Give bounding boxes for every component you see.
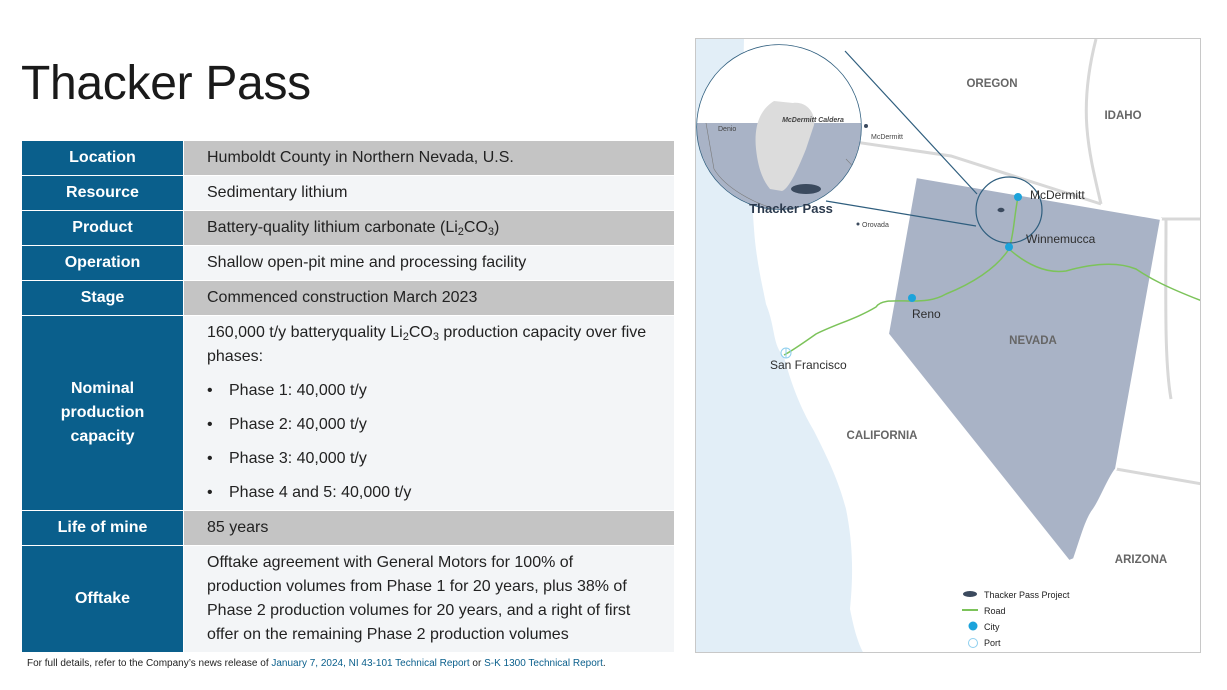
inset-project-marker	[791, 184, 821, 194]
phase-list	[207, 379, 652, 505]
state-label-nevada: NEVADA	[1009, 335, 1057, 347]
legend-port-label: Port	[984, 638, 1001, 648]
capacity-intro: 160,000 t/y batteryquality $Li_2CO_3$ production capacity over five phases:	[207, 324, 647, 365]
capacity-label: Nominal production capacity	[22, 316, 184, 511]
table-row	[22, 176, 675, 211]
city-label-mcdermitt: McDermitt	[1030, 188, 1085, 202]
state-label-oregon: OREGON	[966, 78, 1018, 90]
inset-orovada-label: Orovada	[862, 222, 889, 229]
life-value: 85 years	[184, 511, 675, 546]
table-row	[22, 211, 675, 246]
state-label-arizona: ARIZONA	[1114, 554, 1168, 566]
location-label: Location	[22, 141, 184, 176]
stage-value: Commenced construction March 2023	[184, 281, 675, 316]
city-label-winnemucca: Winnemucca	[1026, 232, 1096, 246]
table-row	[22, 511, 675, 546]
resource-label: Resource	[22, 176, 184, 211]
list-item: • Phase 4 and 5: 40,000 t/y	[207, 481, 652, 505]
table-row	[22, 281, 675, 316]
offtake-label: Offtake	[22, 546, 184, 653]
inset-project-label: Thacker Pass	[749, 201, 833, 216]
product-label: Product	[22, 211, 184, 246]
project-facts-table	[21, 140, 675, 653]
stage-label: Stage	[22, 281, 184, 316]
table-row	[22, 141, 675, 176]
capacity-value	[184, 316, 675, 511]
table-row	[22, 316, 675, 511]
sk-1300-link[interactable]: S-K 1300 Technical Report	[484, 658, 603, 669]
inset-caldera-label: McDermitt Caldera	[782, 117, 844, 124]
operation-value: Shallow open-pit mine and processing facility	[184, 246, 675, 281]
inset-city-dot	[864, 124, 868, 128]
location-value: Humboldt County in Northern Nevada, U.S.	[184, 141, 675, 176]
city-label-reno: Reno	[912, 307, 941, 321]
news-release-link[interactable]: January 7, 2024,	[271, 658, 346, 669]
city-label-san-francisco: San Francisco	[770, 358, 847, 372]
inset-city-dot	[857, 223, 860, 226]
list-item: • Phase 1: 40,000 t/y	[207, 379, 652, 413]
location-map	[695, 38, 1201, 653]
list-item: • Phase 2: 40,000 t/y	[207, 413, 652, 447]
resource-value: Sedimentary lithium	[184, 176, 675, 211]
ni-43-101-link[interactable]: NI 43-101 Technical Report	[348, 658, 470, 669]
state-label-idaho: IDAHO	[1104, 110, 1142, 122]
inset-denio-label: Denio	[718, 126, 737, 133]
list-item: • Phase 3: 40,000 t/y	[207, 447, 652, 481]
legend-project-swatch	[963, 591, 977, 597]
legend-city-swatch	[969, 622, 978, 631]
legend-city-label: City	[984, 622, 1000, 632]
thacker-pass-marker	[998, 208, 1005, 212]
footnote: For full details, refer to the Company’s news release of January 7, 2024, NI 43-101 Technical Report or S-K 1300 Technical Report.	[27, 658, 606, 669]
page-title: Thacker Pass	[21, 57, 311, 110]
table-row	[22, 246, 675, 281]
state-label-california: CALIFORNIA	[846, 430, 918, 442]
inset-mcdermitt-label: McDermitt	[871, 134, 903, 141]
legend-project-label: Thacker Pass Project	[984, 590, 1070, 600]
offtake-value: Offtake agreement with General Motors for 100% of production volumes from Phase 1 for 20 years, plus 38% of Phase 2 production volumes for 20 years, and a right of first offer on the remaining Phase 2 production volumes	[184, 546, 675, 653]
operation-label: Operation	[22, 246, 184, 281]
legend-road-label: Road	[984, 606, 1006, 616]
life-label: Life of mine	[22, 511, 184, 546]
table-row	[22, 546, 675, 653]
product-value: Battery-quality lithium carbonate $(Li_2CO_3)$	[184, 211, 675, 246]
